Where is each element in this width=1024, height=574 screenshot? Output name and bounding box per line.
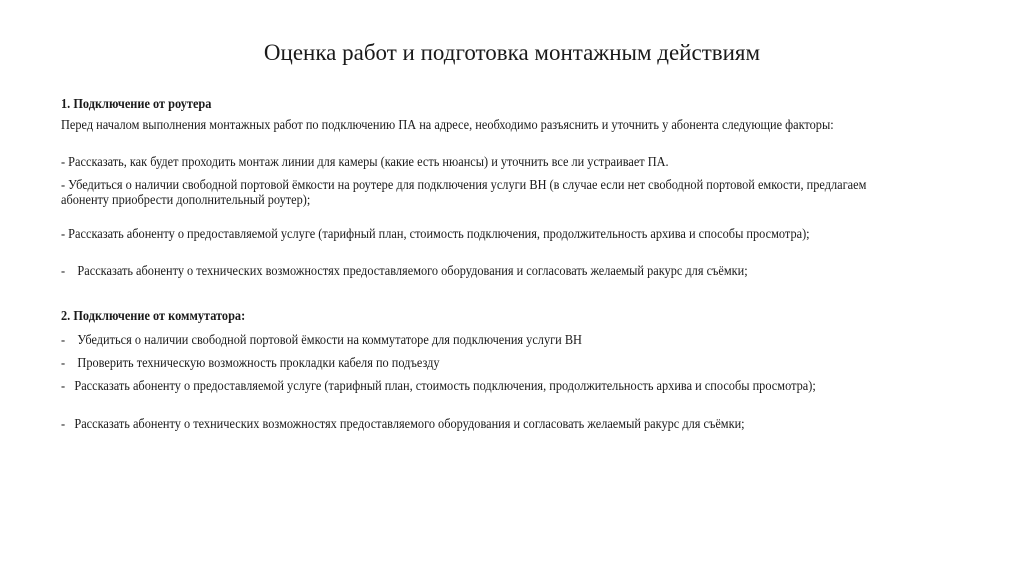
list-item: - Убедиться о наличии свободной портовой ёмкости на роутере для подключения услуги ВН (в случае если нет свободной портовой емкости, предлагаем абоненту приобрести дополнительный роутер);: [61, 178, 867, 208]
section-1-heading: 1. Подключение от роутера: [61, 97, 212, 112]
list-item: - Рассказать абоненту о предоставляемой услуге (тарифный план, стоимость подключения, продолжительность архива и способы просмотра);: [61, 379, 816, 394]
list-item: - Рассказать, как будет проходить монтаж линии для камеры (какие есть нюансы) и уточнить все ли устраивает ПА.: [61, 155, 669, 170]
page-title: Оценка работ и подготовка монтажным действиям: [263, 40, 761, 65]
list-item: - Убедиться о наличии свободной портовой ёмкости на коммутаторе для подключения услуги ВН: [61, 333, 582, 348]
list-item: - Рассказать абоненту о технических возможностях предоставляемого оборудования и согласовать желаемый ракурс для съёмки;: [61, 264, 748, 279]
list-item: - Рассказать абоненту о технических возможностях предоставляемого оборудования и согласовать желаемый ракурс для съёмки;: [61, 417, 745, 432]
section-1-intro: Перед началом выполнения монтажных работ по подключению ПА на адресе, необходимо разъяснить и уточнить у абонента следующие факторы:: [61, 118, 834, 133]
list-item: - Рассказать абоненту о предоставляемой услуге (тарифный план, стоимость подключения, продолжительность архива и способы просмотра);: [61, 227, 810, 242]
list-item: - Проверить техническую возможность прокладки кабеля по подъезду: [61, 356, 440, 371]
section-2-heading: 2. Подключение от коммутатора:: [61, 309, 246, 324]
